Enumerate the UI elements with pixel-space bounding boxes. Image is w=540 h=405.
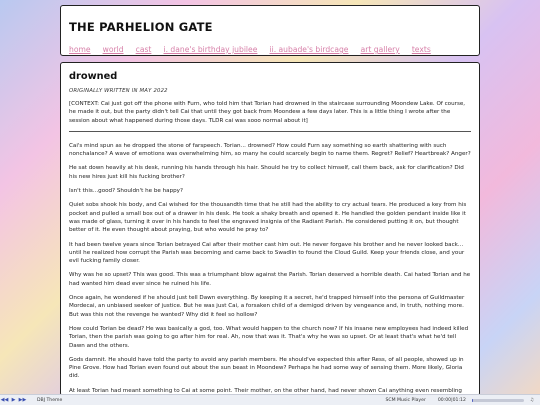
post-paragraph: How could Torian be dead? He was basically a god, too. What would happen to the church now? If his insane new employees had indeed killed Torian, then the parish was going to go after him for real. Ah, now that was it. That's why he was so upset. Or at least that's what he'd tell Dawn and the others. xyxy=(69,325,469,349)
post-paragraph: It had been twelve years since Torian betrayed Cai after their mother cast him out. He never forgave his brother and he never looked back... until he realized how corrupt the Parish was becoming and came back to Swadlin to found the Cloud Guild. Keep your friends close, and your evil fucking family closer. xyxy=(69,241,465,265)
post-paragraph: Isn't this...good? Shouldn't he be happy? xyxy=(69,188,183,195)
player-app-name: SCM Music Player xyxy=(385,397,426,403)
player-time: 00:00|01:12 xyxy=(437,397,466,403)
post-context: [CONTEXT: Cai just got off the phone with Furn, who told him that Torian had drowned in the staircase surrounding Moondew Lake. Of course, he made it out, but the party didn't tell Cai that until they got back from Moondew a few days later. This is a little thing I wrote after the session about what happened during those days. TLDR cai was sooo normal about it] xyxy=(69,101,466,124)
post-paragraph: Quiet sobs shook his body, and Cai wished for the thousandth time that he still had the ability to cry actual tears. He produced a key from his pocket and pulled a small box out of a drawer in his desk. He took a shaky breath and opened it. He handled the golden pendant inside like it was made of glass, turning it over in his hands to feel the engraved insignia of the Radiant Parish. He considered putting it on, but thought better of it. He even thought about praying, but who would he pray to? xyxy=(69,202,467,234)
post-paragraph: Why was he so upset? This was good. This was a triumphant blow against the Parish. Torian deserved a horrible death. Cai hated Torian and he had wanted him dead ever since he ruined his life. xyxy=(69,272,471,287)
nav-cast-link[interactable]: cast xyxy=(135,45,152,54)
site-header xyxy=(60,5,480,56)
track-title: DBJ Theme xyxy=(37,397,63,403)
player-controls xyxy=(385,398,540,403)
next-icon[interactable]: ▶▶ xyxy=(18,397,27,403)
post-paragraph: Gods damnit. He should have told the party to avoid any parish members. He should've expected this after Ress, of all people, showed up in Pine Grove. How had Torian even found out about the sun beast in Moondew? Perhaps he had some way of sensing them. More likely, Gloria did. xyxy=(69,356,464,380)
nav-home-link[interactable]: home xyxy=(69,45,91,54)
music-player-bar xyxy=(0,394,540,405)
volume-icon[interactable]: ♫ xyxy=(529,397,534,403)
nav-art-gallery-link[interactable]: art gallery xyxy=(360,45,400,54)
post-paragraph: Once again, he wondered if he should just tell Dawn everything. By keeping it a secret, he'd trapped himself into the persona of Guildmaster Mordecai, an unbiased seeker of justice. But he was just Cai, a forsaken child of a demigod driven by vengeance and, in truth, nothing more. But was this not the revenge he wanted? Why did it feel so hollow? xyxy=(69,295,465,318)
nav-birthday-jubilee-link[interactable]: i. dane's birthday jubilee xyxy=(163,45,258,54)
nav-texts-link[interactable]: texts xyxy=(411,45,431,54)
site-title: THE PARHELION GATE xyxy=(69,20,213,34)
post-content xyxy=(60,62,480,396)
nav-birdcage-link[interactable]: ii. aubade's birdcage xyxy=(269,45,349,54)
post-paragraph: He sat down heavily at his desk, running his hands through his hair. Should he try to collect himself, call them back, ask for clarification? Did his new hires just kill his fucking brother? xyxy=(69,165,464,180)
post-paragraph: At least Torian had meant something to Cai at some point. Their mother, on the other hand, had never shown Cai anything even resembling xyxy=(69,387,462,394)
post-title: drowned xyxy=(69,71,118,82)
seek-bar-fill xyxy=(472,399,473,402)
divider xyxy=(69,131,471,132)
nav-world-link[interactable]: world xyxy=(102,45,124,54)
post-paragraph: Cai's mind spun as he dropped the stone of farspeech. Torian... drowned? How could Furn say something so earth shattering with such nonchalance? A wave of emotions was overwhelming him, so many he could scarcely begin to name them. Regret? Relief? Heartbreak? Anger? xyxy=(69,142,471,158)
seek-bar[interactable] xyxy=(472,399,524,402)
previous-icon[interactable]: ◀◀ xyxy=(0,397,9,403)
post-date: ORIGINALLY WRITTEN IN MAY 2022 xyxy=(69,88,168,94)
play-icon[interactable]: ▶ xyxy=(11,397,16,403)
